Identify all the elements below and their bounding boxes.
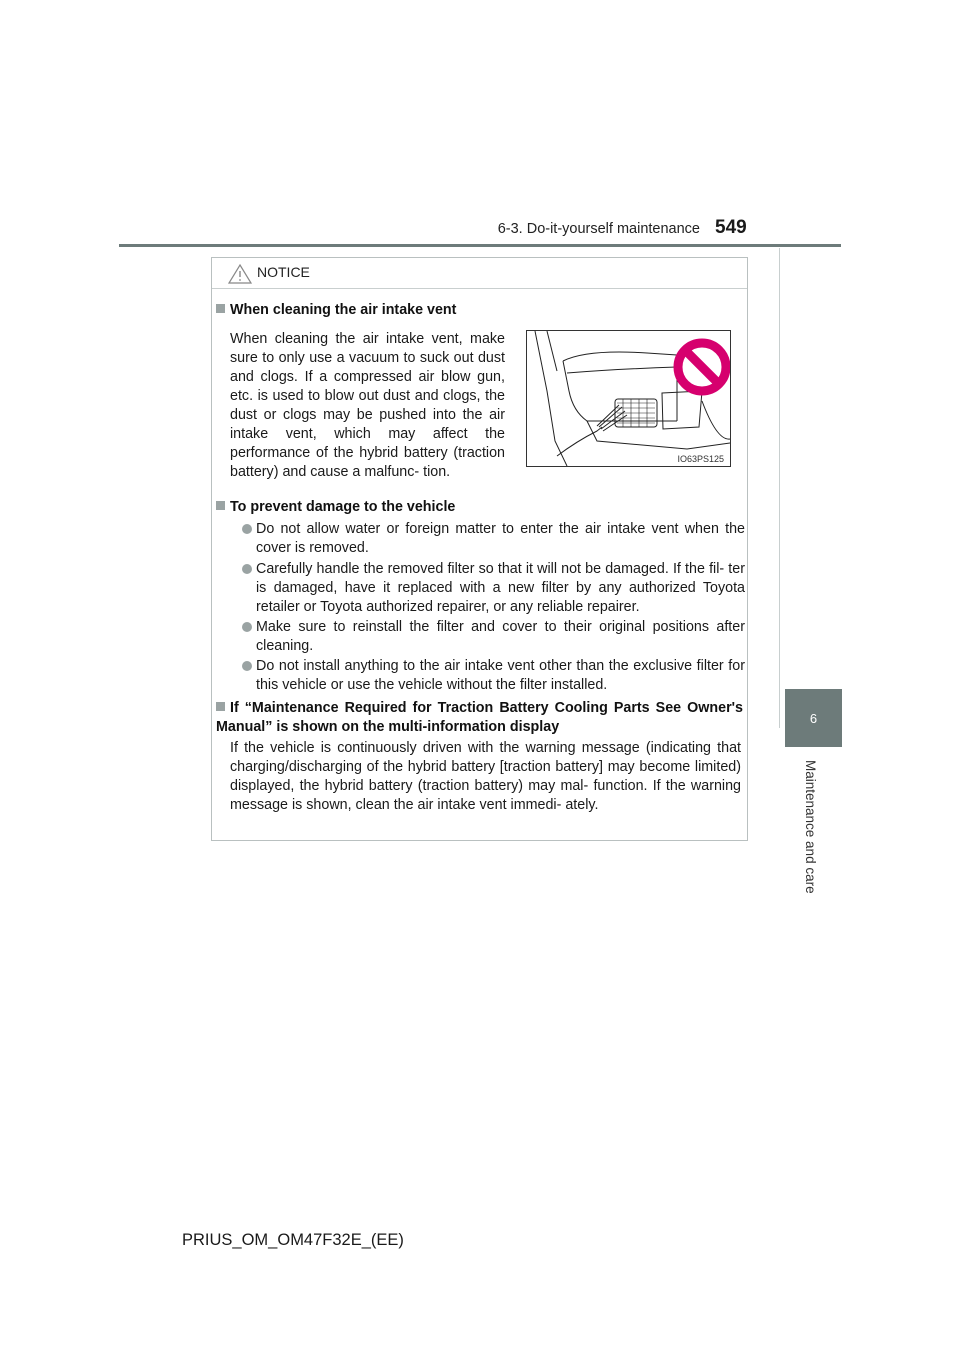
warning-triangle-icon xyxy=(228,264,252,284)
cleaning-text: When cleaning the air intake vent, make sure to only use a vacuum to suck out dust and clogs. If a compressed air blow gun, etc. is used to blow out dust and clogs, the dust or clogs may be pushed into the air intake vent, which may affect the performance of the hybrid battery (traction battery) and cause a malfunc- tion. xyxy=(230,331,505,480)
chapter-label: Maintenance and care xyxy=(803,760,818,894)
heading-warning-message: If “Maintenance Required for Traction Battery Cooling Parts See Owner's Manual” is shown on the multi-information display xyxy=(216,700,743,735)
section-title: 6-3. Do-it-yourself maintenance xyxy=(497,221,700,237)
prohibition-icon xyxy=(678,343,726,391)
bullet-item: Carefully handle the removed filter so that it will not be damaged. If the fil- ter is damaged, have it replaced with a new filter by any authorized Toyota retailer or Toyota authorized repairer, or any reliable repairer. xyxy=(242,560,745,617)
header-rule xyxy=(119,244,841,247)
illustration-no-blow-gun xyxy=(526,330,731,467)
square-bullet-icon xyxy=(216,501,225,510)
bullet-dot-icon xyxy=(242,661,252,671)
warning-message-text: If the vehicle is continuously driven with the warning message (indicating that charging/discharging of the hybrid battery [traction battery] may become limited) displayed, the hybrid battery (traction battery) may mal- function. If the warning message is shown, clean the air intake vent immedi- ately. xyxy=(230,740,741,813)
heading-prevent-damage: To prevent damage to the vehicle xyxy=(216,499,455,515)
figure-code: IO63PS125 xyxy=(677,454,724,464)
chapter-tab xyxy=(785,689,842,747)
heading-cleaning: When cleaning the air intake vent xyxy=(216,302,456,318)
bullet-dot-icon xyxy=(242,564,252,574)
bullet-item: Make sure to reinstall the filter and cover to their original positions after cleaning. xyxy=(242,618,745,656)
bullet-item: Do not allow water or foreign matter to enter the air intake vent when the cover is removed. xyxy=(242,520,745,558)
chapter-number: 6 xyxy=(809,710,818,726)
notice-label: NOTICE xyxy=(257,264,310,280)
vent-cleaning-illustration xyxy=(527,331,730,466)
bullet-dot-icon xyxy=(242,524,252,534)
square-bullet-icon xyxy=(216,304,225,313)
side-divider xyxy=(779,248,780,728)
bullet-dot-icon xyxy=(242,622,252,632)
square-bullet-icon xyxy=(216,702,225,711)
page-number: 549 xyxy=(715,217,747,238)
manual-code: PRIUS_OM_OM47F32E_(EE) xyxy=(182,1231,404,1249)
notice-header xyxy=(212,258,747,289)
bullet-item: Do not install anything to the air intake vent other than the exclusive filter for this vehicle or use the vehicle without the filter installed. xyxy=(242,657,745,695)
